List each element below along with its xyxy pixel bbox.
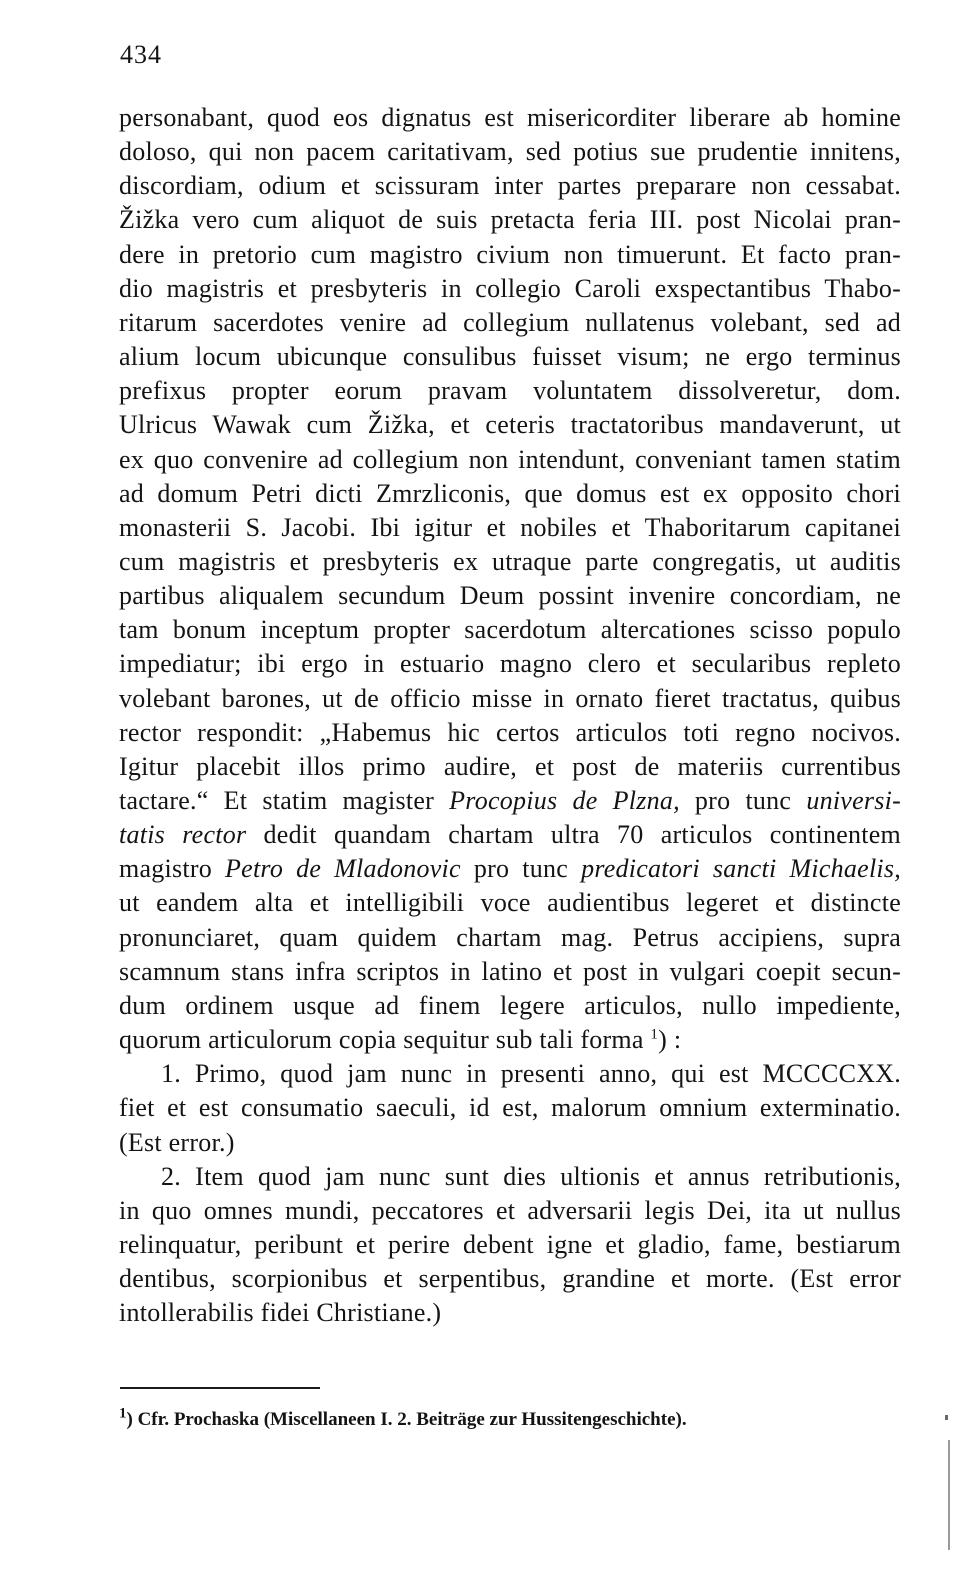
text-line: scamnum stans infra scriptos in latino et post in vulgari coepit secun- bbox=[119, 957, 901, 986]
footnote bbox=[119, 1406, 819, 1434]
text-line: Žižka vero cum aliquot de suis pretacta feria III. post Nicolai pran- bbox=[119, 205, 901, 234]
text-line: dum ordinem usque ad finem legere articulos, nullo impediente, bbox=[119, 991, 901, 1020]
text-line: dere in pretorio cum magistro civium non timuerunt. Et facto pran- bbox=[119, 240, 901, 269]
text-line: in quo omnes mundi, peccatores et adversarii legis Dei, ita ut nullus bbox=[119, 1196, 901, 1225]
text-line: ad domum Petri dicti Zmrzliconis, que domus est ex opposito chori bbox=[119, 479, 901, 508]
text-line: intollerabilis fidei Christiane.) bbox=[119, 1298, 442, 1327]
text-line: rector respondit: „Habemus hic certos articulos toti regno nocivos. bbox=[119, 718, 901, 747]
footnote-text: ) Cfr. Prochaska (Miscellaneen I. 2. Beiträge zur Hussitengeschichte). bbox=[126, 1409, 687, 1430]
text-line: cum magistris et presbyteris ex utraque parte congregatis, ut auditis bbox=[119, 547, 901, 576]
text-line: 1. Primo, quod jam nunc in presenti anno, qui est MCCCCXX. bbox=[161, 1059, 901, 1088]
text-line: relinquatur, peribunt et perire debent igne et gladio, fame, bestiarum bbox=[119, 1230, 901, 1259]
footnote-marker: 1 bbox=[119, 1405, 127, 1422]
footnote-rule bbox=[120, 1387, 320, 1389]
text-line: prefixus propter eorum pravam voluntatem dissolveretur, dom. bbox=[119, 376, 901, 405]
text-line: volebant barones, ut de officio misse in ornato fieret tractatus, quibus bbox=[119, 684, 901, 713]
italic-name: Petro de Mladonovic bbox=[225, 854, 461, 883]
text-line: tatis rector dedit quandam chartam ultra 70 articulos continentem bbox=[119, 820, 901, 849]
text-line: quorum articulorum copia sequitur sub tali forma $^1$) : bbox=[119, 1025, 682, 1054]
text-line: Ulricus Wawak cum Žižka, et ceteris tractatoribus mandaverunt, ut bbox=[119, 410, 901, 439]
text-line: dentibus, scorpionibus et serpentibus, grandine et morte. (Est error bbox=[119, 1264, 901, 1293]
text-line: discordiam, odium et scissuram inter partes preparare non cessabat. bbox=[119, 171, 901, 200]
text-line: Igitur placebit illos primo audire, et post de materiis currentibus bbox=[119, 752, 901, 781]
text-line: personabant, quod eos dignatus est misericorditer liberare ab homine bbox=[119, 103, 901, 132]
text-line: alium locum ubicunque consulibus fuisset visum; ne ergo terminus bbox=[119, 342, 901, 371]
italic-name: Procopius de Plzna, bbox=[449, 786, 680, 815]
italic-name: tatis rector bbox=[119, 820, 247, 849]
text-line: magistro Petro de Mladonovic pro tunc predicatori sancti Michaelis, bbox=[119, 854, 902, 883]
text-line: doloso, qui non pacem caritativam, sed potius sue prudentie innitens, bbox=[119, 137, 901, 166]
text-line: dio magistris et presbyteris in collegio Caroli exspectantibus Thabo- bbox=[119, 274, 901, 303]
text-line: ut eandem alta et intelligibili voce audientibus legeret et distincte bbox=[119, 888, 901, 917]
text-line: ritarum sacerdotes venire ad collegium nullatenus volebant, sed ad bbox=[119, 308, 901, 337]
text-line: tam bonum inceptum propter sacerdotum altercationes scisso populo bbox=[119, 615, 901, 644]
text-line: tactare.“ Et statim magister Procopius de Plzna, pro tunc universi- bbox=[119, 786, 901, 815]
text-line: fiet et est consumatio saeculi, id est, malorum omnium exterminatio. bbox=[119, 1093, 901, 1122]
text-line: (Est error.) bbox=[119, 1128, 235, 1157]
scan-edge-mark bbox=[948, 1440, 950, 1550]
page-number: 434 bbox=[120, 40, 162, 69]
italic-name: universi- bbox=[806, 786, 901, 815]
text-line: monasterii S. Jacobi. Ibi igitur et nobiles et Thaboritarum capitanei bbox=[119, 513, 901, 542]
text-line: impediatur; ibi ergo in estuario magno clero et secularibus repleto bbox=[119, 649, 901, 678]
text-line: pronunciaret, quam quidem chartam mag. Petrus accipiens, supra bbox=[119, 923, 901, 952]
scan-edge-mark bbox=[945, 1415, 948, 1420]
text-line: ex quo convenire ad collegium non intendunt, conveniant tamen statim bbox=[119, 445, 901, 474]
italic-name: predicatori sancti Michaelis, bbox=[581, 854, 902, 883]
text-line: partibus aliqualem secundum Deum possint invenire concordiam, ne bbox=[119, 581, 901, 610]
footnote-ref: 1 bbox=[650, 1026, 659, 1043]
text-line: 2. Item quod jam nunc sunt dies ultionis et annus retributionis, bbox=[161, 1162, 901, 1191]
